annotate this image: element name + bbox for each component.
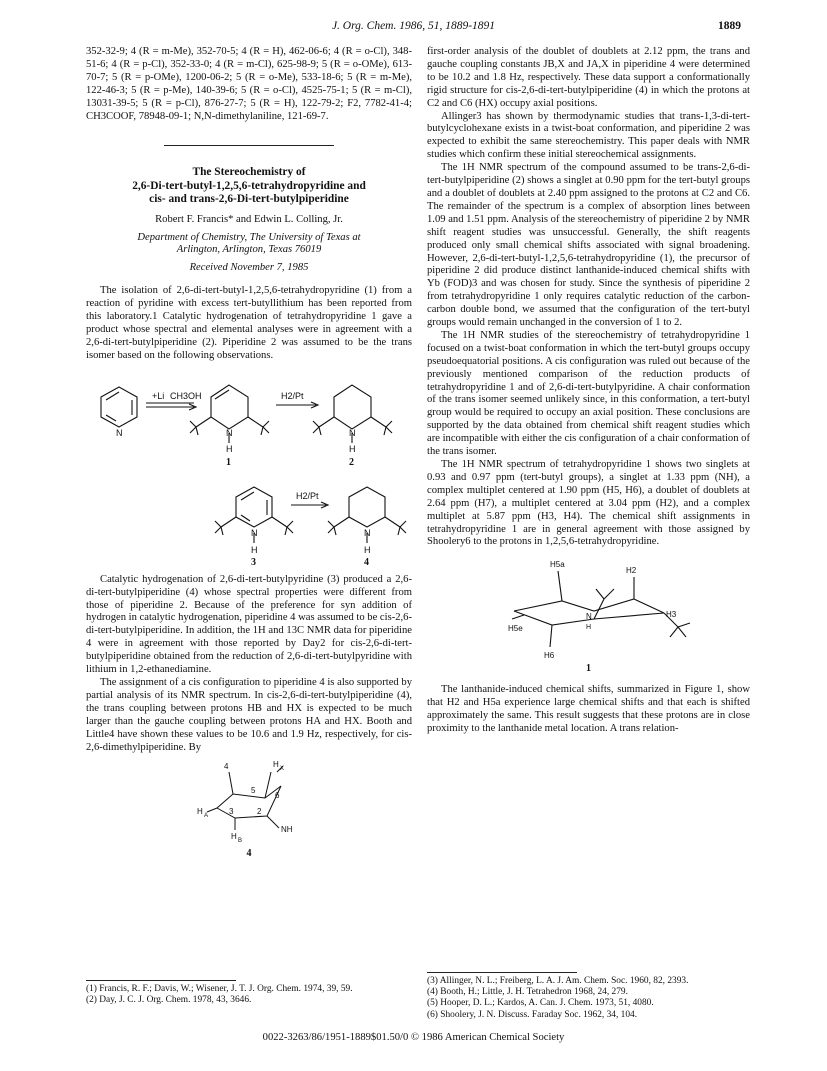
registry-numbers: 352-32-9; 4 (R = m-Me), 352-70-5; 4 (R = H), 462-06-6; 4 (R = o-Cl), 348-51-6; 4 (R = p-Cl), 352-33-0; 4 (R = m-Cl), 625-98-9; 5 (R = o-OMe), 613-70-7; 5 (R = p-OMe), 1200-06-2; 5 (R = o-Me), 533-18-6; 5 (R = m-Me), 122-46-3; 5 (R = p-Me), 140-39-6; 5 (R = o-Cl), 4525-75-1; 5 (R = m-Cl), 13031-39-5; 5 (R = p-Cl), 876-27-7; 5 (R = H), 122-79-2; F2, 7782-41-4; CH3COOF, 78948-09-1; N,N-dimethylaniline, 121-69-7. bbox=[86, 46, 412, 122]
footnote-3: (3) Allinger, N. L.; Freiberg, L. A. J. Am. Chem. Soc. 1960, 82, 2393. bbox=[427, 976, 689, 986]
fig4-label-hb-b: B bbox=[238, 838, 243, 845]
footnotes-left bbox=[86, 980, 412, 1006]
compound-4-chair-figure bbox=[189, 758, 309, 846]
authors: Robert F. Francis* and Edwin L. Colling, Jr. bbox=[155, 213, 343, 225]
footnote-6: (6) Shoolery, J. N. Discuss. Faraday Soc. 1962, 34, 104. bbox=[427, 1009, 638, 1020]
footnote-4: (4) Booth, H.; Little, J. H. Tetrahedron 1968, 24, 279. bbox=[427, 987, 628, 998]
fig1-label-h5a: H5a bbox=[549, 560, 565, 570]
right-column bbox=[427, 46, 750, 736]
fig4-label-hb-h: H bbox=[231, 832, 237, 842]
scheme2-h-3: H bbox=[251, 544, 258, 555]
fig4-label-ha-a: A bbox=[204, 813, 209, 820]
figure-1-twist-boat bbox=[474, 553, 704, 665]
compound-label-3: 3 bbox=[251, 556, 256, 568]
scheme1-reagent-h2pt: H2/Pt bbox=[281, 390, 304, 401]
fig4-label-nh: NH bbox=[281, 825, 293, 835]
hydrogenation-paragraph: Catalytic hydrogenation of 2,6-di-tert-butylpyridine (3) produced a 2,6-di-tert-butylpiperidine (4) whose spectral properties were different from those of piperidine 2. Because of the preference for syn addition of hydrogen in catalytic hydrogenation, piperidine 4 was assumed to be cis-2,6-di-tert-butylpiperidine. In addition, the 1H and 13C NMR data for piperidine 4 were in agreement with those reported by Day2 for cis-2,6-di-tert-butylpiperidine obtained from the reduction of 2,6-di-tert-butylpyridine with lithium in 1,2-ethanediamine. bbox=[86, 573, 412, 676]
fig1-label-n: N bbox=[585, 612, 592, 622]
scheme1-n-1: N bbox=[226, 427, 233, 438]
article-title-line3: cis- and trans-2,6-Di-tert-butylpiperidine bbox=[149, 193, 349, 206]
scheme2-reagent: H2/Pt bbox=[296, 490, 319, 501]
article-divider bbox=[164, 145, 334, 146]
page-number: 1889 bbox=[718, 20, 741, 32]
journal-citation: J. Org. Chem. 1986, 51, 1889-1891 bbox=[331, 20, 496, 32]
compound-label-1-fig: 1 bbox=[586, 663, 591, 675]
compound-label-2: 2 bbox=[349, 456, 354, 468]
fig4-label-2: 2 bbox=[257, 807, 262, 817]
left-column bbox=[86, 46, 412, 861]
article-title-line2: 2,6-Di-tert-butyl-1,2,5,6-tetrahydropyridine and bbox=[132, 179, 366, 192]
scheme1-pyridine-n: N bbox=[116, 427, 123, 438]
footnote-rule-left bbox=[86, 980, 236, 981]
intro-paragraph: The isolation of 2,6-di-tert-butyl-1,2,5,6-tetrahydropyridine (1) from a reaction of pyridine with excess tert-butyllithium has been reported from this laboratory.1 Catalytic hydrogenation of tetrahydropyridine 1 gave a product whose spectral and elemental analyses were in agreement with a 2,6-di-tert-butylpiperidine (2). Piperidine 2 was assumed to be the trans isomer based on the following observations. bbox=[86, 285, 412, 361]
scheme1-reagent-methanol: CH3OH bbox=[170, 390, 202, 401]
footnotes-right bbox=[427, 972, 750, 1021]
compound-label-4-fig: 4 bbox=[246, 848, 252, 860]
nmr-piperidine-paragraph: The 1H NMR spectrum of the compound assumed to be trans-2,6-di-tert-butylpiperidine (2) shows a singlet at 0.90 ppm for the tert-butyl groups and a doublet of doublets at 2.40 ppm assigned to the protons at C2 and C6. The remainder of the spectrum is a complex of absorption lines between 1.09 and 1.51 ppm. Analysis of the stereochemistry of piperidine 2 by NMR shift reagent studies was unsuccessful. Generally, the shift reagents produced only small chemical shifts associated with signal broadening. However, 2,6-di-tert-butyl-1,2,5,6-tetrahydropyridine (1), the precursor of piperidine 2 did produce distinct lanthanide-induced chemical shifts with Yb (FOD)3 and was chosen for study. Since the synthesis of piperidine 2 from tetrahydropyridine 1 only requires catalytic reduction of the carbon-carbon double bond, we assumed that the configuration of the tert-butyl groups would remain unchanged in the conversion of 1 to 2. bbox=[427, 162, 750, 329]
scheme1-h-2: H bbox=[349, 443, 356, 454]
coupling-paragraph: The assignment of a cis configuration to piperidine 4 is also supported by partial analysis of its NMR spectrum. In cis-2,6-di-tert-butylpiperidine (4), the trans coupling between protons HB and HX is expected to be much larger than the gauche coupling between protons HA and HX. Booth and Little4 have shown these values to be 10.6 and 1.9 Hz, respectively, for cis-2,6-dimethylpiperidine. By bbox=[86, 676, 412, 753]
allinger-paragraph: Allinger3 has shown by thermodynamic studies that trans-1,3-di-tert-butylcyclohexane exists in a twist-boat conformation, and piperidine 2 was expected to exhibit the same stereochemistry. This paper deals with NMR studies which confirm these initial stereochemical assignments. bbox=[427, 110, 750, 161]
scheme2-h-4: H bbox=[364, 544, 371, 555]
copyright-footer: 0022-3263/86/1951-1889$01.50/0 © 1986 American Chemical Society bbox=[262, 1032, 565, 1043]
scheme1-reagent-li: +Li bbox=[152, 390, 165, 401]
compound-label-1: 1 bbox=[226, 456, 231, 468]
analysis-continuation: first-order analysis of the doublet of doublets at 2.12 ppm, the trans and gauche coupling constants JB,X and JA,X in piperidine 4 were determined to be 10.2 and 1.8 Hz, respectively. These data support a conformationally rigid structure for cis-2,6-di-tert-butylpiperidine (4) in which the protons at C2 and C6 (HX) occupy axial positions. bbox=[427, 46, 750, 109]
scheme-2-diagram bbox=[86, 481, 412, 557]
fig4-label-hx-h: H bbox=[273, 760, 279, 770]
footnote-5: (5) Hooper, D. L.; Kardos, A. Can. J. Chem. 1973, 51, 4080. bbox=[427, 998, 654, 1009]
cis-piperidine-ring bbox=[349, 487, 385, 527]
fig4-label-ha-h: H bbox=[197, 807, 203, 817]
affiliation-line2: Arlington, Arlington, Texas 76019 bbox=[176, 244, 322, 256]
lanthanide-paragraph: The lanthanide-induced chemical shifts, summarized in Figure 1, show that H2 and H5a experience large chemical shifts and that each is shifted approximately the same. This result suggests that these protons are in close proximity to the lanthanide metal location. A trans relation- bbox=[427, 684, 750, 734]
running-header bbox=[0, 20, 827, 36]
tetrahydropyridine-nmr-paragraph: The 1H NMR spectrum of tetrahydropyridine 1 shows two singlets at 0.93 and 0.97 ppm (tert-butyl groups), a singlet at 1.33 ppm (NH), a complex multiplet centered at 1.90 ppm (H5, H6), a doublet of doublets at 2.64 ppm (H7), a multiplet centered at 3.04 ppm (H2), and a complex multiplet at 5.87 ppm (H3, H4). The chemical shift assignments in tetrahydropyridine 1 are in general agreement with those assigned by Shoolery6 to the protons in 1,2,5,6-tetrahydropyridine. bbox=[427, 459, 750, 548]
scheme-1-diagram bbox=[86, 369, 412, 457]
compound-label-4: 4 bbox=[364, 556, 369, 568]
fig1-label-h6: H6 bbox=[543, 651, 554, 661]
scheme1-n-2: N bbox=[349, 427, 356, 438]
fig1-label-h3: H3 bbox=[665, 610, 676, 620]
fig1-label-h5e: H5e bbox=[507, 624, 523, 634]
piperidine-ring bbox=[334, 385, 371, 429]
article-title-line1: The Stereochemistry of bbox=[192, 166, 306, 179]
fig1-label-h2: H2 bbox=[625, 566, 636, 576]
fig1-label-nh: H bbox=[585, 624, 591, 632]
scheme1-h-1: H bbox=[226, 443, 233, 454]
fig4-label-4: 4 bbox=[224, 762, 229, 772]
fig4-label-hx-x: X bbox=[280, 766, 285, 773]
footnote-rule-right bbox=[427, 972, 577, 973]
affiliation-line1: Department of Chemistry, The University of Texas at bbox=[137, 231, 361, 243]
fig4-label-3: 3 bbox=[229, 807, 234, 817]
footnote-1: (1) Francis, R. F.; Davis, W.; Wisener, J. T. J. Org. Chem. 1974, 39, 59. bbox=[86, 984, 353, 994]
received-date: Received November 7, 1985 bbox=[189, 262, 309, 274]
fig4-label-5: 5 bbox=[251, 786, 256, 796]
footnote-2: (2) Day, J. C. J. Org. Chem. 1978, 43, 3646. bbox=[86, 995, 252, 1006]
fig4-label-6: 6 bbox=[275, 791, 280, 801]
twist-boat-paragraph: The 1H NMR studies of the stereochemistry of tetrahydropyridine 1 focused on a twist-boat conformation in which the tert-butyl groups occupy pseudoequatorial positions. A cis configuration was ruled out because of the previously mentioned comparison of the reduction products of tetrahydropyridine 1 and of 2,6-di-tert-butylpyridine. A chair conformation of the trans isomer seemed unlikely since, in this conformation, a tert-butyl group would be required to occupy an axial position. These conclusions are supported by the data obtained from chemical shift reagent studies which are incompatible with either the cis configuration of a chair conformation of the trans isomer. bbox=[427, 329, 750, 458]
scheme2-n-4: N bbox=[364, 527, 371, 538]
scheme2-n-3: N bbox=[251, 527, 258, 538]
tetrahydropyridine-ring bbox=[211, 385, 248, 429]
